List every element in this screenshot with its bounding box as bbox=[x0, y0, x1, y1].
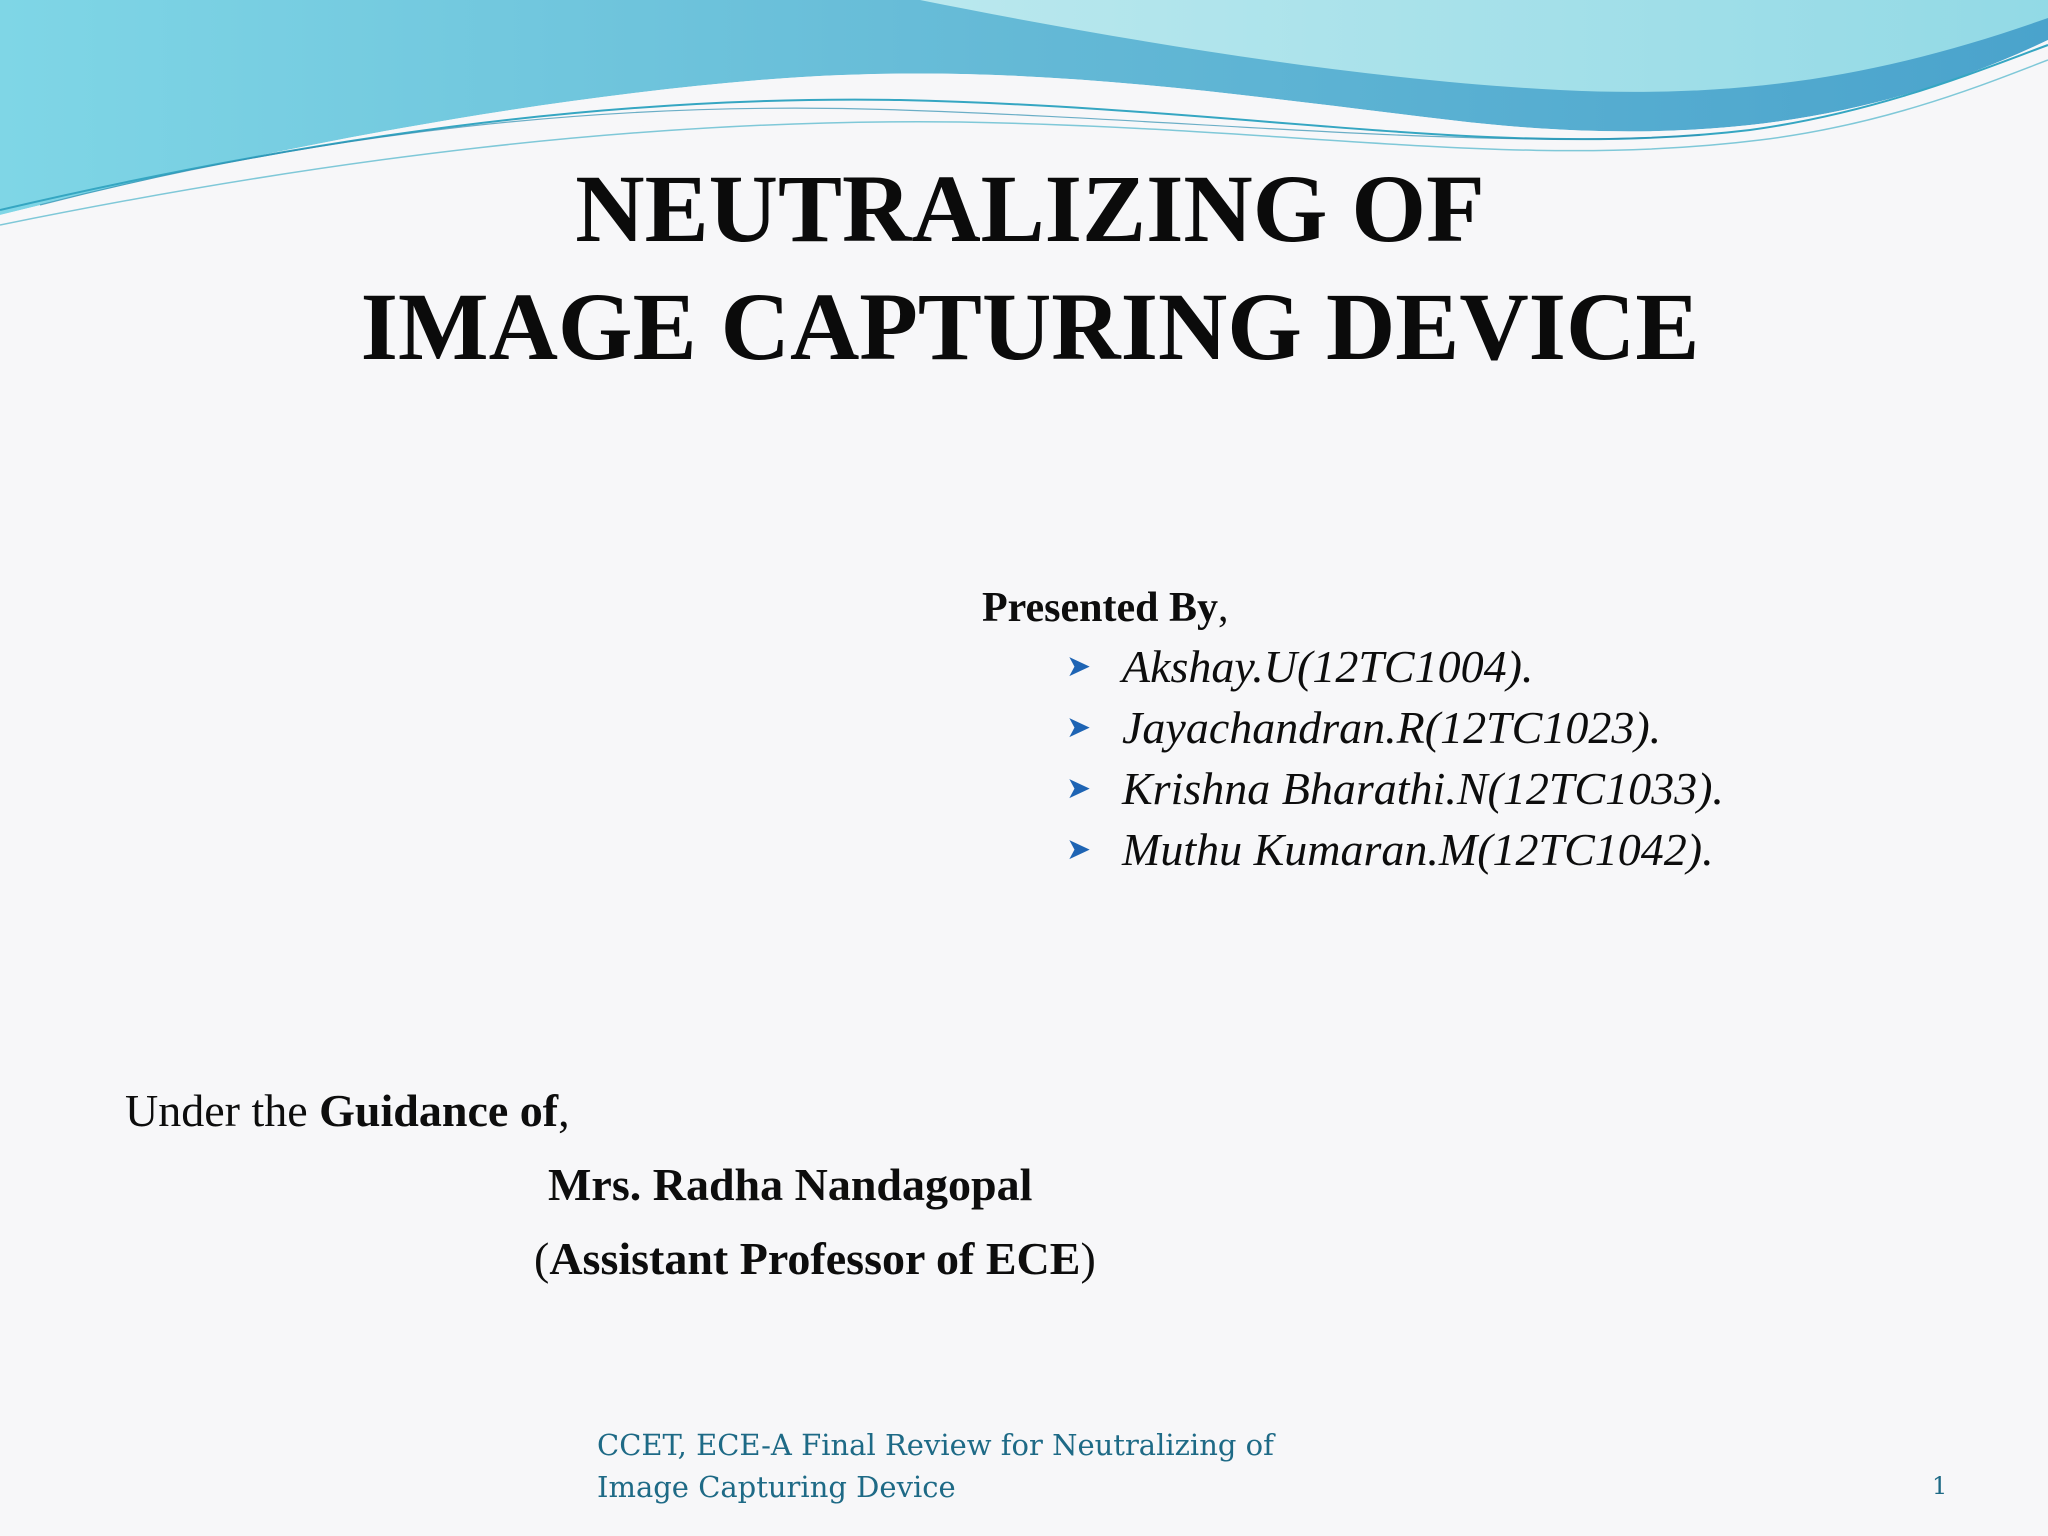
guide-role bbox=[534, 1229, 1096, 1289]
arrow-bullet-icon: ➤ bbox=[1066, 649, 1092, 683]
footer-line-2: Image Capturing Device bbox=[597, 1470, 956, 1504]
presenter-list bbox=[1066, 636, 1724, 880]
guidance-bold: Guidance of bbox=[319, 1085, 559, 1136]
presented-by-text: Presented By bbox=[982, 585, 1219, 631]
list-item bbox=[1066, 819, 1724, 880]
slide-title bbox=[0, 150, 2048, 386]
guidance-prefix: Under the bbox=[125, 1085, 320, 1136]
guidance-label bbox=[125, 1081, 570, 1141]
presenter-name: Krishna Bharathi.N(12TC1033). bbox=[1122, 763, 1724, 814]
title-line-1: NEUTRALIZING OF bbox=[575, 155, 1485, 262]
footer-line-1: CCET, ECE-A Final Review for Neutralizing of bbox=[597, 1428, 1274, 1462]
arrow-bullet-icon: ➤ bbox=[1066, 710, 1092, 744]
arrow-bullet-icon: ➤ bbox=[1066, 832, 1092, 866]
presenter-name: Akshay.U(12TC1004). bbox=[1122, 641, 1534, 692]
presented-by-comma: , bbox=[1218, 585, 1229, 631]
guidance-suffix: , bbox=[558, 1085, 570, 1136]
presenter-name: Muthu Kumaran.M(12TC1042). bbox=[1122, 824, 1714, 875]
guide-name: Mrs. Radha Nandagopal bbox=[548, 1159, 1033, 1210]
guide-role-close: ) bbox=[1080, 1233, 1096, 1284]
list-item bbox=[1066, 758, 1724, 819]
presenter-name: Jayachandran.R(12TC1023). bbox=[1122, 702, 1662, 753]
slide-footer bbox=[597, 1424, 1274, 1508]
arrow-bullet-icon: ➤ bbox=[1066, 771, 1092, 805]
guide-role-text: Assistant Professor of ECE bbox=[549, 1233, 1081, 1284]
title-line-2: IMAGE CAPTURING DEVICE bbox=[360, 273, 1700, 380]
presented-by-label bbox=[982, 578, 1229, 638]
page-number: 1 bbox=[1932, 1472, 1948, 1500]
list-item bbox=[1066, 697, 1724, 758]
guide-role-open: ( bbox=[534, 1233, 550, 1284]
list-item bbox=[1066, 636, 1724, 697]
